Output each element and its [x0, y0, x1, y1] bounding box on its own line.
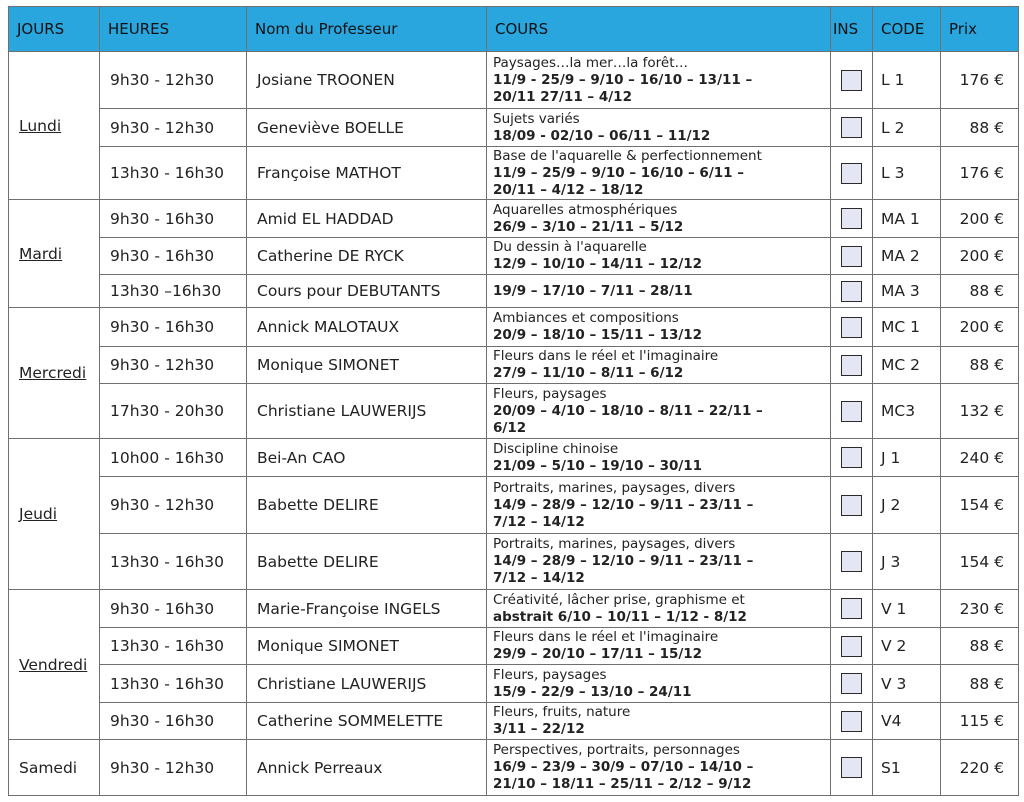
course-description: Créativité, lâcher prise, graphisme et	[493, 591, 745, 608]
code-cell: J 3	[873, 534, 941, 590]
course-dates: 14/9 – 28/9 – 12/10 – 9/11 – 23/11 – 7/12 – 14/12	[493, 553, 754, 586]
hours-cell: 9h30 - 12h30	[100, 477, 247, 534]
price-cell: 240 €	[941, 439, 1019, 477]
course-dates: 19/9 – 17/10 – 7/11 – 28/11	[493, 282, 693, 299]
table-row	[9, 665, 1019, 703]
table-row	[9, 275, 1019, 308]
course-cell	[487, 384, 831, 439]
table-row	[9, 308, 1019, 347]
course-description: Fleurs dans le réel et l'imaginaire	[493, 348, 719, 364]
table-row	[9, 147, 1019, 200]
inscription-checkbox[interactable]	[841, 551, 862, 572]
header-row	[9, 7, 1019, 52]
inscription-checkbox[interactable]	[841, 117, 862, 138]
course-dates: 20/9 – 18/10 – 15/11 – 13/12	[493, 327, 703, 343]
day-jeudi-link[interactable]: Jeudi	[9, 439, 100, 590]
course-dates: 15/9 - 22/9 – 13/10 – 24/11	[493, 683, 692, 700]
course-description: Fleurs, paysages	[493, 666, 607, 683]
day-mardi-link[interactable]: Mardi	[9, 200, 100, 308]
inscription-checkbox[interactable]	[841, 70, 862, 91]
course-dates: 12/9 – 10/10 – 14/11 – 12/12	[493, 256, 703, 272]
code-cell: MC 2	[873, 347, 941, 384]
teacher-cell: Marie-Françoise INGELS	[247, 590, 487, 628]
course-cell	[487, 477, 831, 534]
course-dates: 18/09 - 02/10 – 06/11 – 11/12	[493, 127, 711, 144]
hours-cell: 9h30 - 16h30	[100, 200, 247, 238]
code-cell: V4	[873, 703, 941, 740]
teacher-cell: Josiane TROONEN	[247, 52, 487, 109]
teacher-cell: Christiane LAUWERIJS	[247, 384, 487, 439]
teacher-cell: Babette DELIRE	[247, 477, 487, 534]
table-row	[9, 703, 1019, 740]
code-cell: MC3	[873, 384, 941, 439]
hours-cell: 9h30 - 16h30	[100, 703, 247, 740]
course-cell	[487, 665, 831, 703]
course-description: Paysages…la mer…la forêt…	[493, 54, 689, 71]
code-cell: L 2	[873, 109, 941, 147]
hours-cell: 9h30 - 16h30	[100, 238, 247, 275]
price-cell: 200 €	[941, 308, 1019, 347]
teacher-cell: Annick Perreaux	[247, 740, 487, 796]
hours-cell: 13h30 - 16h30	[100, 147, 247, 200]
course-description: Fleurs, fruits, nature	[493, 704, 631, 720]
table-row	[9, 52, 1019, 109]
header-heures: HEURES	[100, 7, 247, 52]
teacher-cell: Amid EL HADDAD	[247, 200, 487, 238]
price-cell: 200 €	[941, 200, 1019, 238]
hours-cell: 9h30 - 12h30	[100, 740, 247, 796]
price-cell: 88 €	[941, 347, 1019, 384]
header-cours: COURS	[487, 7, 831, 52]
price-cell: 88 €	[941, 109, 1019, 147]
course-description: Portraits, marines, paysages, divers	[493, 536, 736, 552]
inscription-checkbox[interactable]	[841, 447, 862, 468]
code-cell: L 3	[873, 147, 941, 200]
day-vendredi-link[interactable]: Vendredi	[9, 590, 100, 740]
inscription-checkbox[interactable]	[841, 673, 862, 694]
table-row	[9, 347, 1019, 384]
hours-cell: 10h00 - 16h30	[100, 439, 247, 477]
course-description: Aquarelles atmosphériques	[493, 201, 678, 218]
course-dates: 20/09 – 4/10 – 18/10 – 8/11 – 22/11 – 6/12	[493, 402, 763, 436]
course-cell	[487, 275, 831, 308]
table-row	[9, 740, 1019, 796]
teacher-cell: Françoise MATHOT	[247, 147, 487, 200]
teacher-cell: Bei-An CAO	[247, 439, 487, 477]
day-samedi: Samedi	[9, 740, 100, 796]
course-cell	[487, 200, 831, 238]
code-cell: J 1	[873, 439, 941, 477]
code-cell: MA 1	[873, 200, 941, 238]
header-ins: INS	[831, 7, 873, 52]
table-row	[9, 590, 1019, 628]
course-description: Du dessin à l'aquarelle	[493, 239, 647, 255]
course-dates: 3/11 – 22/12	[493, 721, 585, 737]
course-cell	[487, 52, 831, 109]
course-description: Fleurs, paysages	[493, 385, 607, 402]
code-cell: MC 1	[873, 308, 941, 347]
price-cell: 154 €	[941, 534, 1019, 590]
hours-cell: 13h30 - 16h30	[100, 628, 247, 665]
hours-cell: 17h30 - 20h30	[100, 384, 247, 439]
course-description: Ambiances et compositions	[493, 310, 679, 326]
teacher-cell: Monique SIMONET	[247, 628, 487, 665]
header-prix: Prix	[941, 7, 1019, 52]
hours-cell: 9h30 - 12h30	[100, 109, 247, 147]
header-code: CODE	[873, 7, 941, 52]
day-lundi-link[interactable]: Lundi	[9, 52, 100, 200]
teacher-cell: Catherine DE RYCK	[247, 238, 487, 275]
course-dates: 29/9 – 20/10 – 17/11 – 15/12	[493, 646, 703, 662]
inscription-checkbox[interactable]	[841, 281, 862, 302]
course-schedule-table	[8, 6, 1019, 796]
hours-cell: 9h30 - 12h30	[100, 347, 247, 384]
course-description: Base de l'aquarelle & perfectionnement	[493, 147, 762, 164]
course-cell	[487, 308, 831, 347]
inscription-checkbox[interactable]	[841, 317, 862, 338]
table-row	[9, 384, 1019, 439]
table-row	[9, 109, 1019, 147]
course-cell	[487, 703, 831, 740]
course-dates: 21/09 – 5/10 – 19/10 – 30/11	[493, 457, 703, 474]
course-dates: 27/9 – 11/10 – 8/11 – 6/12	[493, 365, 684, 381]
inscription-checkbox[interactable]	[841, 636, 862, 657]
price-cell: 230 €	[941, 590, 1019, 628]
course-dates: 11/9 - 25/9 – 9/10 – 16/10 – 13/11 – 20/11 27/11 – 4/12	[493, 71, 753, 105]
hours-cell: 13h30 - 16h30	[100, 534, 247, 590]
course-dates: 11/9 – 25/9 – 9/10 – 16/10 – 6/11 – 20/11 – 4/12 – 18/12	[493, 164, 744, 198]
price-cell: 154 €	[941, 477, 1019, 534]
table-row	[9, 238, 1019, 275]
teacher-cell: Annick MALOTAUX	[247, 308, 487, 347]
course-dates: 26/9 – 3/10 – 21/11 – 5/12	[493, 218, 684, 235]
teacher-cell: Geneviève BOELLE	[247, 109, 487, 147]
price-cell: 200 €	[941, 238, 1019, 275]
course-description: Portraits, marines, paysages, divers	[493, 479, 736, 496]
course-dates: 14/9 – 28/9 – 12/10 – 9/11 – 23/11 – 7/12 – 14/12	[493, 496, 754, 530]
inscription-checkbox[interactable]	[841, 208, 862, 229]
teacher-cell: Catherine SOMMELETTE	[247, 703, 487, 740]
teacher-cell: Babette DELIRE	[247, 534, 487, 590]
course-cell	[487, 590, 831, 628]
price-cell: 132 €	[941, 384, 1019, 439]
price-cell: 88 €	[941, 628, 1019, 665]
course-cell	[487, 740, 831, 796]
course-cell	[487, 628, 831, 665]
course-cell	[487, 109, 831, 147]
hours-cell: 13h30 –16h30	[100, 275, 247, 308]
price-cell: 115 €	[941, 703, 1019, 740]
course-cell	[487, 439, 831, 477]
teacher-cell: Monique SIMONET	[247, 347, 487, 384]
inscription-checkbox[interactable]	[841, 401, 862, 422]
inscription-checkbox[interactable]	[841, 757, 862, 778]
table-row	[9, 628, 1019, 665]
course-cell	[487, 238, 831, 275]
teacher-cell: Cours pour DEBUTANTS	[247, 275, 487, 308]
hours-cell: 9h30 - 16h30	[100, 308, 247, 347]
header-professeur: Nom du Professeur	[247, 7, 487, 52]
inscription-checkbox[interactable]	[841, 495, 862, 516]
table-row	[9, 439, 1019, 477]
day-mercredi-link[interactable]: Mercredi	[9, 308, 100, 439]
inscription-checkbox[interactable]	[841, 598, 862, 619]
hours-cell: 9h30 - 12h30	[100, 52, 247, 109]
price-cell: 220 €	[941, 740, 1019, 796]
code-cell: V 1	[873, 590, 941, 628]
price-cell: 176 €	[941, 147, 1019, 200]
course-dates: 16/9 – 23/9 – 30/9 – 07/10 – 14/10 – 21/10 – 18/11 – 25/11 – 2/12 – 9/12	[493, 759, 754, 792]
price-cell: 88 €	[941, 275, 1019, 308]
inscription-checkbox[interactable]	[841, 163, 862, 184]
hours-cell: 9h30 - 16h30	[100, 590, 247, 628]
course-cell	[487, 147, 831, 200]
code-cell: V 2	[873, 628, 941, 665]
inscription-checkbox[interactable]	[841, 355, 862, 376]
price-cell: 176 €	[941, 52, 1019, 109]
table-row	[9, 534, 1019, 590]
inscription-checkbox[interactable]	[841, 711, 862, 732]
code-cell: MA 2	[873, 238, 941, 275]
code-cell: MA 3	[873, 275, 941, 308]
header-jours: JOURS	[9, 7, 100, 52]
course-dates: abstrait 6/10 – 10/11 – 1/12 - 8/12	[493, 608, 747, 625]
course-description: Fleurs dans le réel et l'imaginaire	[493, 629, 719, 645]
code-cell: S1	[873, 740, 941, 796]
code-cell: L 1	[873, 52, 941, 109]
course-description: Discipline chinoise	[493, 440, 619, 457]
code-cell: V 3	[873, 665, 941, 703]
course-cell	[487, 534, 831, 590]
inscription-checkbox[interactable]	[841, 246, 862, 267]
teacher-cell: Christiane LAUWERIJS	[247, 665, 487, 703]
price-cell: 88 €	[941, 665, 1019, 703]
table-row	[9, 477, 1019, 534]
table-row	[9, 200, 1019, 238]
code-cell: J 2	[873, 477, 941, 534]
hours-cell: 13h30 - 16h30	[100, 665, 247, 703]
course-description: Perspectives, portraits, personnages	[493, 742, 740, 758]
course-cell	[487, 347, 831, 384]
course-description: Sujets variés	[493, 110, 580, 127]
